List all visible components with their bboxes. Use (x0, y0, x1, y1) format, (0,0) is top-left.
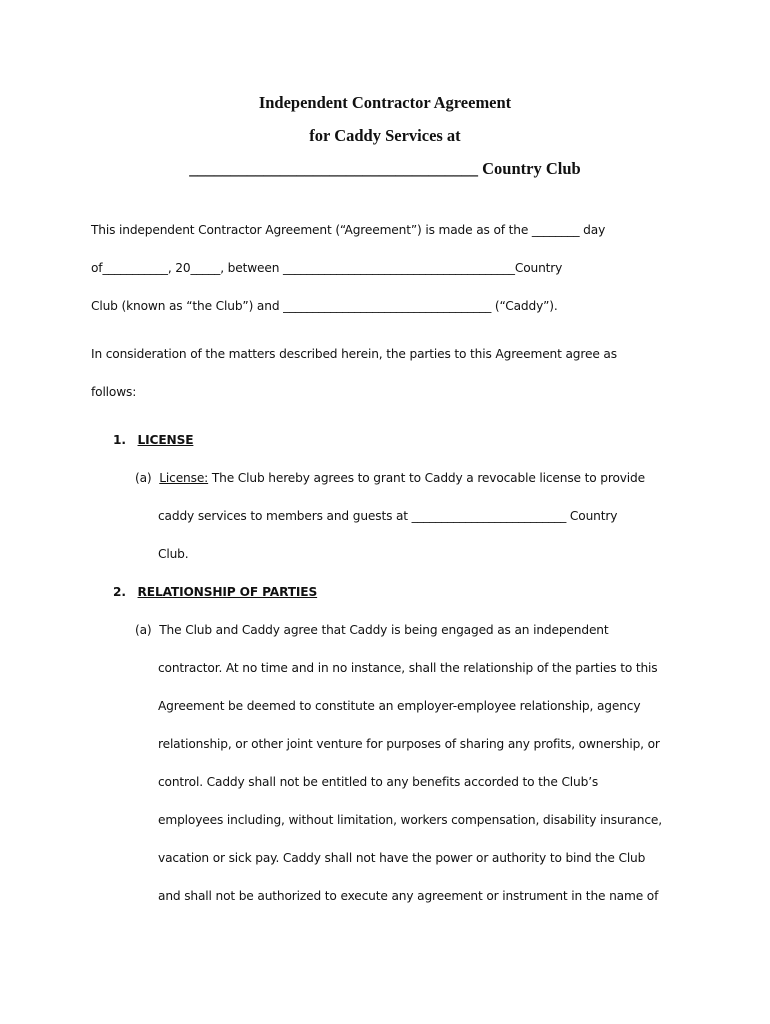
section-2-header (113, 585, 317, 599)
section-1-item-a-line-3: Club. (158, 547, 189, 561)
section-2-item-a-line-5: control. Caddy shall not be entitled to any benefits accorded to the Club’s (158, 775, 599, 789)
license-label: License: (159, 471, 209, 485)
section-2-item-a-line-2: contractor. At no time and in no instance, shall the relationship of the parties to this (158, 661, 658, 675)
consideration-line-2: follows: (91, 385, 137, 399)
intro-line-3: Club (known as “the Club”) and ___________________________________ (“Caddy”). (91, 299, 558, 313)
section-2-heading: RELATIONSHIP OF PARTIES (137, 585, 318, 599)
club-name-blank-line: ___________________________________ Country Club (189, 159, 581, 178)
item-marker: (a) (135, 623, 152, 637)
section-1-heading: LICENSE (137, 433, 194, 447)
section-2-item-a-line-1 (135, 623, 609, 637)
section-2-number: 2. (113, 585, 126, 599)
item-text: The Club and Caddy agree that Caddy is being engaged as an independent (159, 623, 609, 637)
section-2-item-a-line-4: relationship, or other joint venture for purposes of sharing any profits, ownership, or (158, 737, 660, 751)
item-marker: (a) (135, 471, 152, 485)
section-2-item-a-line-3: Agreement be deemed to constitute an employer-employee relationship, agency (158, 699, 641, 713)
section-2-item-a-line-7: vacation or sick pay. Caddy shall not have the power or authority to bind the Club (158, 851, 646, 865)
section-2-item-a-line-8: and shall not be authorized to execute any agreement or instrument in the name of (158, 889, 659, 903)
section-1-number: 1. (113, 433, 126, 447)
document-title: Independent Contractor Agreement (258, 93, 512, 112)
document-subtitle: for Caddy Services at (309, 126, 461, 145)
intro-line-2: of___________, 20_____, between _______________________________________Country (91, 261, 563, 275)
consideration-line-1: In consideration of the matters described herein, the parties to this Agreement agree as (91, 347, 617, 361)
section-1-item-a-line-1 (135, 471, 645, 485)
item-text: The Club hereby agrees to grant to Caddy a revocable license to provide (208, 471, 645, 485)
section-1-header (113, 433, 193, 447)
intro-line-1: This independent Contractor Agreement (“Agreement”) is made as of the ________ day (91, 223, 606, 237)
section-1-item-a-line-2: caddy services to members and guests at __________________________ Country (158, 509, 618, 523)
section-2-item-a-line-6: employees including, without limitation, workers compensation, disability insurance, (158, 813, 662, 827)
